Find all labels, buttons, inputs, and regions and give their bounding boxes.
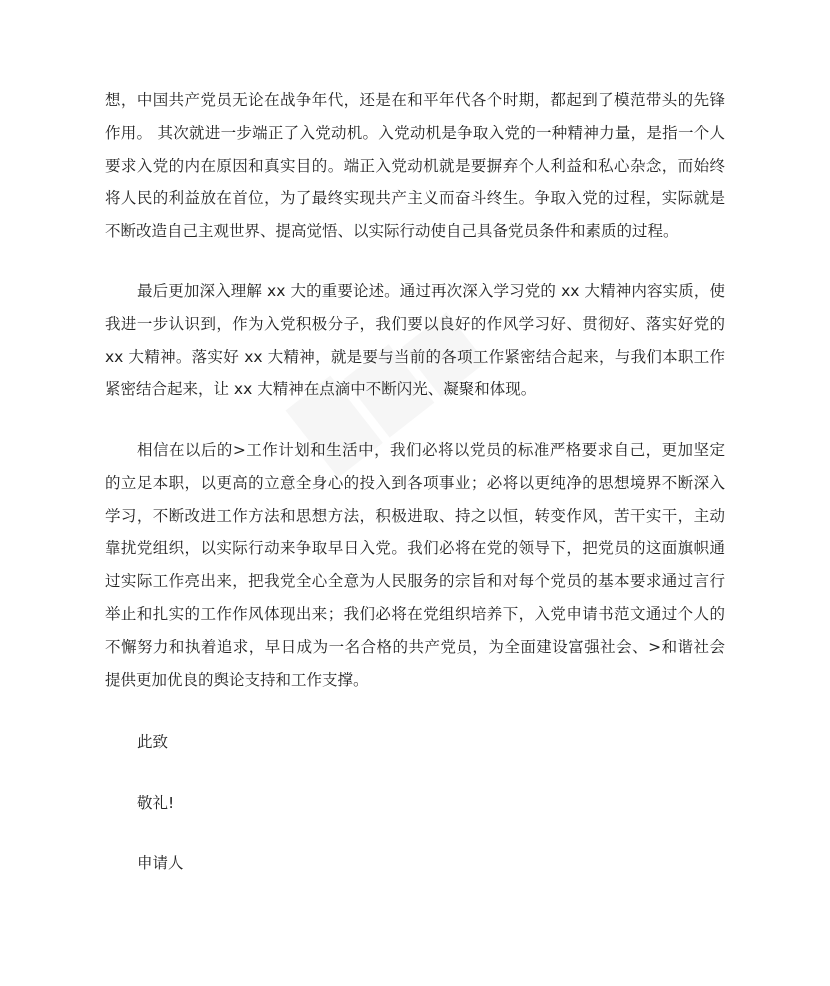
text-line: 不懈努力和执着追求，早日成为一名合格的共产党员，为全面建设富强社会、>和谐社会 xyxy=(105,637,725,656)
text-line: 要求入党的内在原因和真实目的。端正入党动机就是要摒弃个人利益和私心杂念，而始终 xyxy=(105,156,725,175)
closing-salutation: 此致 xyxy=(137,733,169,751)
text-line: 的立足本职，以更高的立意全身心的投入到各项事业；必将以更纯净的思想境界不断深入 xyxy=(105,473,725,492)
text-line: 不断改造自己主观世界、提高觉悟、以实际行动使自己具备党员条件和素质的过程。 xyxy=(105,222,679,241)
text-line: 最后更加深入理解 xx 大的重要论述。通过再次深入学习党的 xx 大精神内容实质，使 xyxy=(137,282,725,300)
text-line: 我进一步认识到，作为入党积极分子，我们要以良好的作风学习好、贯彻好、落实好党的 xyxy=(105,314,725,333)
text-line: 过实际工作亮出来，把我党全心全意为人民服务的宗旨和对每个党员的基本要求通过言行 xyxy=(105,572,725,591)
text-line: 作用。 其次就进一步端正了入党动机。入党动机是争取入党的一种精神力量，是指一个人 xyxy=(105,123,725,142)
paragraph-3 xyxy=(105,434,725,696)
text-line: 将人民的利益放在首位，为了最终实现共产主义而奋斗终生。争取入党的过程，实际就是 xyxy=(105,189,725,208)
text-line: 想，中国共产党员无论在战争年代，还是在和平年代各个时期，都起到了模范带头的先锋 xyxy=(105,91,725,109)
text-line: 学习，不断改进工作方法和思想方法，积极进取、持之以恒，转变作风，苦干实干，主动 xyxy=(105,506,725,525)
text-line: 相信在以后的>工作计划和生活中，我们必将以党员的标准严格要求自己，更加坚定 xyxy=(137,441,725,459)
closing-regards: 敬礼! xyxy=(137,794,175,812)
text-line: 提供更加优良的舆论支持和工作支撑。 xyxy=(105,670,369,689)
applicant-signature-label: 申请人 xyxy=(137,854,184,872)
text-line: 紧密结合起来，让 xx 大精神在点滴中不断闪光、凝聚和体现。 xyxy=(105,380,537,399)
paragraph-2 xyxy=(105,275,725,406)
text-line: xx 大精神。落实好 xx 大精神，就是要与当前的各项工作紧密结合起来，与我们本职工作 xyxy=(105,347,725,366)
text-line: 举止和扎实的工作作风体现出来；我们必将在党组织培养下，入党申请书范文通过个人的 xyxy=(105,604,725,623)
paragraph-1 xyxy=(105,84,725,248)
text-line: 靠扰党组织，以实际行动来争取早日入党。我们必将在党的领导下，把党员的这面旗帜通 xyxy=(105,539,725,558)
